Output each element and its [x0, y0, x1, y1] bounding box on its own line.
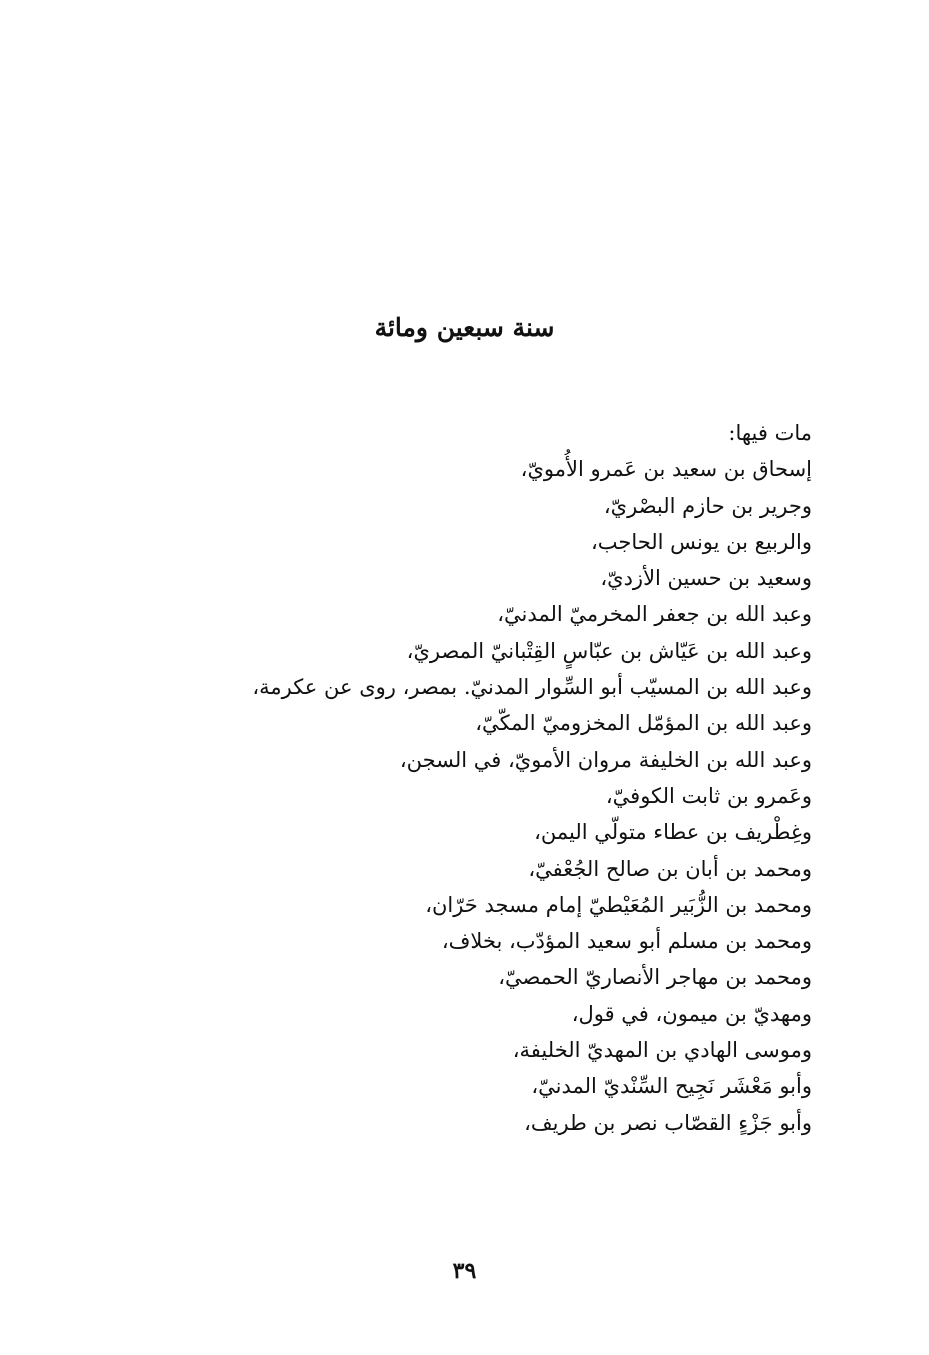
list-item: إسحاق بن سعيد بن عَمرو الأُمويّ،	[520, 457, 812, 482]
list-item: ومحمد بن مسلم أبو سعيد المؤدّب، بخلاف،	[441, 929, 812, 954]
list-item: وغِطْريف بن عطاء متولّي اليمن،	[534, 820, 812, 845]
obituary-list	[112, 415, 812, 1141]
list-item: وعبد الله بن المسيّب أبو السِّوار المدنيّ. بمصر، روى عن عكرمة،	[252, 675, 812, 700]
list-item: ومهديّ بن ميمون، في قول،	[571, 1001, 812, 1026]
list-item: ومحمد بن أبان بن صالح الجُعْفيّ،	[528, 856, 812, 881]
list-item: وموسى الهادي بن المهديّ الخليفة،	[512, 1038, 812, 1063]
list-item: وسعيد بن حسين الأزديّ،	[600, 566, 812, 591]
list-item: وأبو مَعْشَر نَجِيح السِّنْديّ المدنيّ،	[531, 1074, 812, 1099]
list-item: وعبد الله بن المؤمّل المخزوميّ المكّيّ،	[475, 711, 812, 736]
list-item: وعبد الله بن الخليفة مروان الأمويّ، في السجن،	[399, 747, 812, 772]
list-item: وأبو جَزْءٍ القصّاب نصر بن طريف،	[524, 1110, 812, 1135]
page-number: ٣٩	[452, 1258, 477, 1284]
list-item: وعَمرو بن ثابت الكوفيّ،	[605, 783, 812, 808]
list-item: ومحمد بن الزُّبَير المُعَيْطيّ إمام مسجد حَرّان،	[425, 892, 812, 917]
list-item: وعبد الله بن جعفر المخرميّ المدنيّ،	[497, 602, 812, 627]
list-item: وعبد الله بن عَيّاش بن عبّاسٍ القِتْبانيّ المصريّ،	[406, 638, 812, 663]
page-title: سنة سبعين ومائة	[374, 313, 555, 342]
intro-line: مات فيها:	[728, 421, 812, 445]
list-item: ومحمد بن مهاجر الأنصاريّ الحمصيّ،	[498, 965, 812, 990]
list-item: والربيع بن يونس الحاجب،	[590, 529, 812, 554]
list-item: وجرير بن حازم البصْريّ،	[603, 493, 812, 518]
